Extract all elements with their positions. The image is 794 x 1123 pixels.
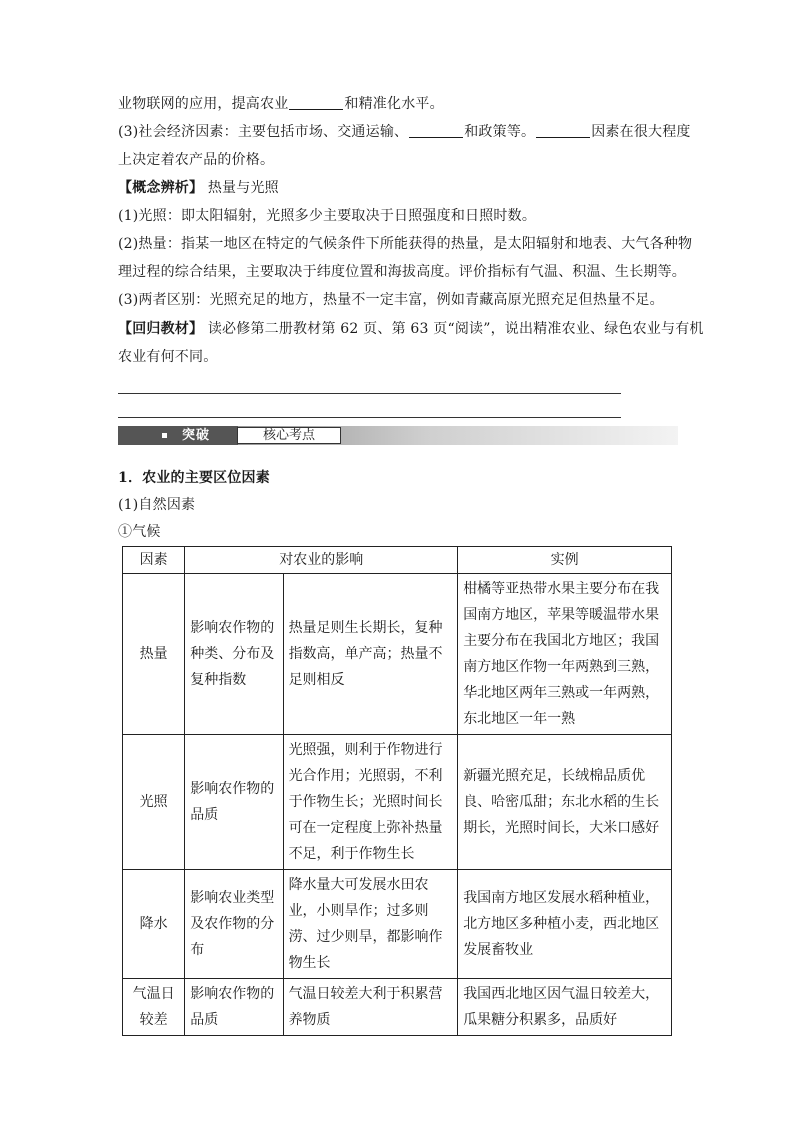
example-cell: 我国南方地区发展水稻种植业，北方地区多种植小麦，西北地区发展畜牧业 [458,870,672,979]
section-sub-2: ①气候 [118,524,161,540]
table-row [123,979,672,1036]
textbook-tag: 【回归教材】 [118,321,204,337]
header-effect: 对农业的影响 [185,547,458,574]
text-span: 业物联网的应用，提高农业 [118,96,289,112]
text-span: 因素在很大程度 [591,124,691,140]
effect-a-cell: 影响农作物的品质 [185,979,283,1036]
header-factor: 因素 [123,547,185,574]
para-line-3: 上决定着农产品的价格。 [118,152,275,168]
table-header-row [123,547,672,574]
banner-left-label: 突破 [182,428,211,443]
header-example: 实例 [458,547,672,574]
fill-blank [409,123,463,138]
text-span: 读必修第二册教材第 62 页、第 63 页“阅读”，说出精准农业、绿色农业与有机 [207,321,704,337]
text-span: 和政策等。 [464,124,536,140]
table-row [123,870,672,979]
textbook-line-2: 农业有何不同。 [118,349,218,365]
effect-a-cell: 影响农作物的品质 [185,735,283,870]
fill-blank [536,123,590,138]
para-line-2 [118,122,691,142]
example-cell: 新疆光照充足，长绒棉品质优良、哈密瓜甜；东北水稻的生长期长，光照时间长，大米口感好 [458,735,672,870]
section-banner [118,426,678,445]
table-row [123,735,672,870]
table-row [123,574,672,735]
section-sub-1: (1)自然因素 [118,497,196,513]
concept-item-2-line-1: (2)热量：指某一地区在特定的气候条件下所能获得的热量，是太阳辐射和地表、大气各种物 [118,236,693,252]
concept-tag: 【概念辨析】 [118,180,204,196]
factor-cell: 光照 [123,735,185,870]
concept-item-1: (1)光照：即太阳辐射，光照多少主要取决于日照强度和日照时数。 [118,208,537,224]
concept-item-2-line-2: 理过程的综合结果，主要取决于纬度位置和海拔高度。评价指标有气温、积温、生长期等。 [118,264,686,280]
example-cell: 柑橘等亚热带水果主要分布在我国南方地区，苹果等暖温带水果主要分布在我国北方地区；我国南方地区作物一年两熟到三熟，华北地区两年三熟或一年两熟，东北地区一年一熟 [458,574,672,735]
climate-table [122,546,672,1036]
effect-b-cell: 光照强，则利于作物进行光合作用；光照弱，不利于作物生长；光照时间长可在一定程度上弥补热量不足，利于作物生长 [283,735,458,870]
banner-box-label: 核心考点 [237,427,341,444]
concept-item-3: (3)两者区别：光照充足的地方，热量不一定丰富，例如青藏高原光照充足但热量不足。 [118,292,664,308]
factor-cell: 气温日较差 [123,979,185,1036]
concept-heading [118,178,279,198]
banner-dark-block [118,426,238,445]
answer-line [118,393,621,394]
factor-cell: 热量 [123,574,185,735]
effect-b-cell: 热量足则生长期长，复种指数高，单产高；热量不足则相反 [283,574,458,735]
text-span: 和精准化水平。 [344,96,444,112]
square-bullet-icon [162,433,167,438]
factor-cell: 降水 [123,870,185,979]
textbook-line-1 [118,319,704,339]
example-cell: 我国西北地区因气温日较差大，瓜果糖分积累多，品质好 [458,979,672,1036]
para-line-1 [118,94,444,114]
concept-title: 热量与光照 [207,180,279,196]
answer-line [118,417,621,418]
section-heading: 1．农业的主要区位因素 [118,470,270,486]
effect-a-cell: 影响农业类型及农作物的分布 [185,870,283,979]
effect-b-cell: 气温日较差大利于积累营养物质 [283,979,458,1036]
effect-b-cell: 降水量大可发展水田农业，小则旱作；过多则涝、过少则旱，都影响作物生长 [283,870,458,979]
effect-a-cell: 影响农作物的种类、分布及复种指数 [185,574,283,735]
text-span: (3)社会经济因素：主要包括市场、交通运输、 [118,124,409,140]
fill-blank [289,95,343,110]
